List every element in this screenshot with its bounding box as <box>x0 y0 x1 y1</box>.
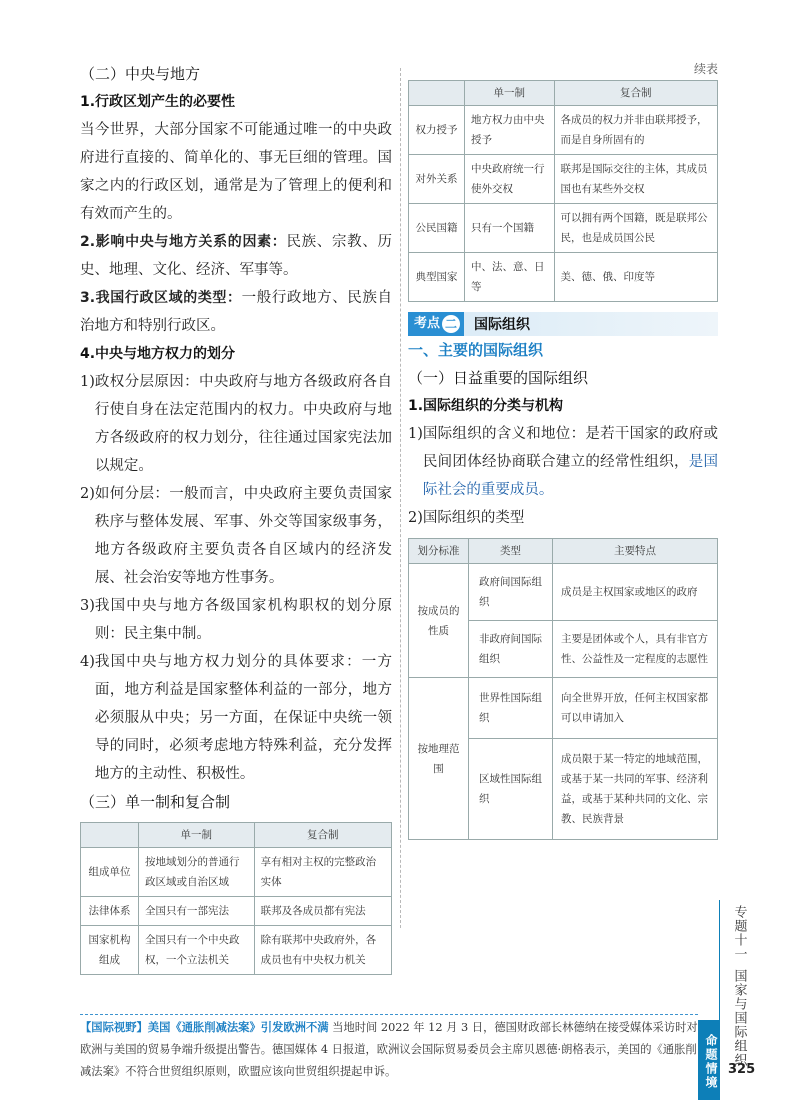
list-item-text: 政权分层原因：中央政府与地方各级政府各自行使自身在法定范围内的权力。中央政府与地方各级政府的权力划分，往往通过国家宪法加以规定。 <box>94 374 392 474</box>
table-cell: 向全世界开放，任何主权国家都可以申请加入 <box>553 678 718 739</box>
paragraph-factors <box>80 228 392 284</box>
text-factors: 民族、宗教、历史、地理、文化、经济、军事等。 <box>80 234 392 278</box>
table-cell: 按地域划分的普通行政区域或自治区域 <box>139 848 255 897</box>
table-header-cell: 单一制 <box>139 823 255 848</box>
table-row-label: 按地理范围 <box>409 678 469 840</box>
table-row <box>409 564 718 621</box>
section-title-central-local: （二）中央与地方 <box>80 65 201 83</box>
table-row-label: 国家机构组成 <box>81 926 139 975</box>
table-header-cell <box>81 823 139 848</box>
table-row-label: 组成单位 <box>81 848 139 897</box>
page-number: 325 <box>728 1062 756 1077</box>
table-cell: 全国只有一个中央政权，一个立法机关 <box>139 926 255 975</box>
table-cell: 主要是团体或个人，具有非官方性、公益性及一定程度的志愿性 <box>553 621 718 678</box>
list-item <box>80 648 392 788</box>
list-item-number: 3) <box>80 598 95 614</box>
table-row-label: 权力授予 <box>409 106 465 155</box>
table-cell: 可以拥有两个国籍，既是联邦公民，也是成员国公民 <box>554 204 718 253</box>
list-item-number: 4) <box>80 654 95 670</box>
footer-tag: 【国际视野】 <box>80 1021 148 1034</box>
left-column <box>80 60 392 975</box>
table-row <box>409 204 718 253</box>
heading-admin-division: 1.行政区划产生的必要性 <box>80 94 236 110</box>
org-definition-text: 国际组织的含义和地位：是若干国家的政府或民间团体经协商联合建立的经常性组织， <box>422 426 718 470</box>
table-header-row <box>409 539 718 564</box>
kaodian-label: 考点 <box>414 316 441 331</box>
table-cell: 世界性国际组织 <box>469 678 553 739</box>
table-row-label: 公民国籍 <box>409 204 465 253</box>
heading-power-division: 4.中央与地方权力的划分 <box>80 346 236 362</box>
table-cell: 中、法、意、日等 <box>465 253 555 302</box>
table-cell: 区域性国际组织 <box>469 739 553 840</box>
heading-main-intl-orgs: 一、主要的国际组织 <box>408 341 544 359</box>
table-row <box>409 106 718 155</box>
table-cell: 只有一个国籍 <box>465 204 555 253</box>
table-cell: 各成员的权力并非由联邦授予，而是自身所固有的 <box>554 106 718 155</box>
right-column <box>408 60 718 840</box>
table-header-cell: 类型 <box>469 539 553 564</box>
table-row-label: 典型国家 <box>409 253 465 302</box>
table-header-cell <box>409 81 465 106</box>
continued-label: 续表 <box>693 62 718 76</box>
heading-factors: 2.影响中央与地方关系的因素： <box>80 234 287 250</box>
table-row-label: 对外关系 <box>409 155 465 204</box>
table-header-row <box>409 81 718 106</box>
table-cell: 享有相对主权的完整政治实体 <box>254 848 391 897</box>
table-row <box>409 155 718 204</box>
list-item <box>408 420 718 504</box>
table-cell: 全国只有一部宪法 <box>139 897 255 926</box>
table-header-cell: 主要特点 <box>553 539 718 564</box>
section-title-unitary-federal: （三）单一制和复合制 <box>80 793 231 811</box>
subheading-important-orgs: （一）日益重要的国际组织 <box>408 369 589 387</box>
table-cell: 成员限于某一特定的地域范围，或基于某一共同的军事、经济利益，或基于某种共同的文化、宗教、民族背景 <box>553 739 718 840</box>
org-types-table <box>408 538 718 840</box>
paragraph-admin-division: 当今世界，大部分国家不可能通过唯一的中央政府进行直接的、简单化的、事无巨细的管理。国家之内的行政区划，通常是为了管理上的便利和有效而产生的。 <box>80 122 392 222</box>
table-header-cell: 划分标准 <box>409 539 469 564</box>
column-divider <box>400 68 401 928</box>
table-row <box>81 926 392 975</box>
list-item-number: 2) <box>80 486 95 502</box>
table-cell: 除有联邦中央政府外，各成员也有中央权力机关 <box>254 926 391 975</box>
table-row-label: 按成员的性质 <box>409 564 469 678</box>
list-item <box>80 480 392 592</box>
paragraph-region-types <box>80 284 392 340</box>
table-cell: 非政府间国际组织 <box>469 621 553 678</box>
table-header-row <box>81 823 392 848</box>
table-cell: 地方权力由中央授予 <box>465 106 555 155</box>
list-item-number: 1) <box>408 426 423 442</box>
list-item <box>80 368 392 480</box>
footer-headline: 美国《通胀削减法案》引发欧洲不满 <box>147 1021 329 1034</box>
table-row-label: 法律体系 <box>81 897 139 926</box>
kaodian-title: 国际组织 <box>474 317 531 333</box>
text-region-types: 一般行政地方、民族自治地方和特别行政区。 <box>80 290 392 334</box>
table-cell: 联邦及各成员都有宪法 <box>254 897 391 926</box>
table-cell: 联邦是国际交往的主体，其成员国也有某些外交权 <box>554 155 718 204</box>
list-item <box>80 592 392 648</box>
kaodian-number-badge: 二 <box>442 315 460 333</box>
table-cell: 美、德、俄、印度等 <box>554 253 718 302</box>
table-cell: 中央政府统一行使外交权 <box>465 155 555 204</box>
unitary-federal-table-continued <box>408 80 718 302</box>
footer-body: 当地时间 2022 年 12 月 3 日，德国财政部长林德纳在接受媒体采访时对欧洲与美国的贸易争端升级提出警告。德国媒体 4 日报道，欧洲议会国际贸易委员会主席贝恩德·朗格表示，美国的《通胀削减法案》不符合世贸组织原则，欧盟应该向世贸组织提起申诉。 <box>80 1021 698 1078</box>
table-header-cell: 复合制 <box>254 823 391 848</box>
list-item-number: 1) <box>80 374 95 390</box>
table-row <box>409 678 718 739</box>
footer-box <box>80 1014 698 1083</box>
list-item-text: 如何分层：一般而言，中央政府主要负责国家秩序与整体发展、军事、外交等国家级事务，地方各级政府主要负责各自区域内的经济发展、社会治安等地方性事务。 <box>94 486 392 586</box>
table-header-cell: 单一制 <box>465 81 555 106</box>
table-row <box>409 253 718 302</box>
sidebar-topic-title: 国家与国际组织 <box>731 969 747 1067</box>
table-row <box>81 897 392 926</box>
kaodian-tag <box>408 312 464 336</box>
table-row <box>81 848 392 897</box>
list-item-text: 我国中央与地方权力划分的具体要求：一方面，地方利益是国家整体利益的一部分，地方必须服从中央；另一方面，在保证中央统一领导的同时，必须考虑地方特殊利益，充分发挥地方的主动性、积极性。 <box>94 654 392 782</box>
list-item-text <box>423 420 718 504</box>
kaodian-banner <box>408 312 718 336</box>
table-cell: 成员是主权国家或地区的政府 <box>553 564 718 621</box>
list-item-text: 我国中央与地方各级国家机构职权的划分原则：民主集中制。 <box>94 598 392 642</box>
unitary-federal-table <box>80 822 392 975</box>
org-status-highlight: 是国际社会的重要成员。 <box>422 454 719 498</box>
table-header-cell: 复合制 <box>554 81 718 106</box>
table-cell: 政府间国际组织 <box>469 564 553 621</box>
heading-org-classification: 1.国际组织的分类与机构 <box>408 398 564 414</box>
sidebar-topic-tab <box>728 905 750 1071</box>
sidebar-dark-label: 命题情境 <box>698 1020 720 1100</box>
heading-region-types: 3.我国行政区域的类型： <box>80 290 242 306</box>
sidebar-topic: 专题十一 <box>731 905 747 961</box>
org-types-label: 2)国际组织的类型 <box>408 510 525 526</box>
